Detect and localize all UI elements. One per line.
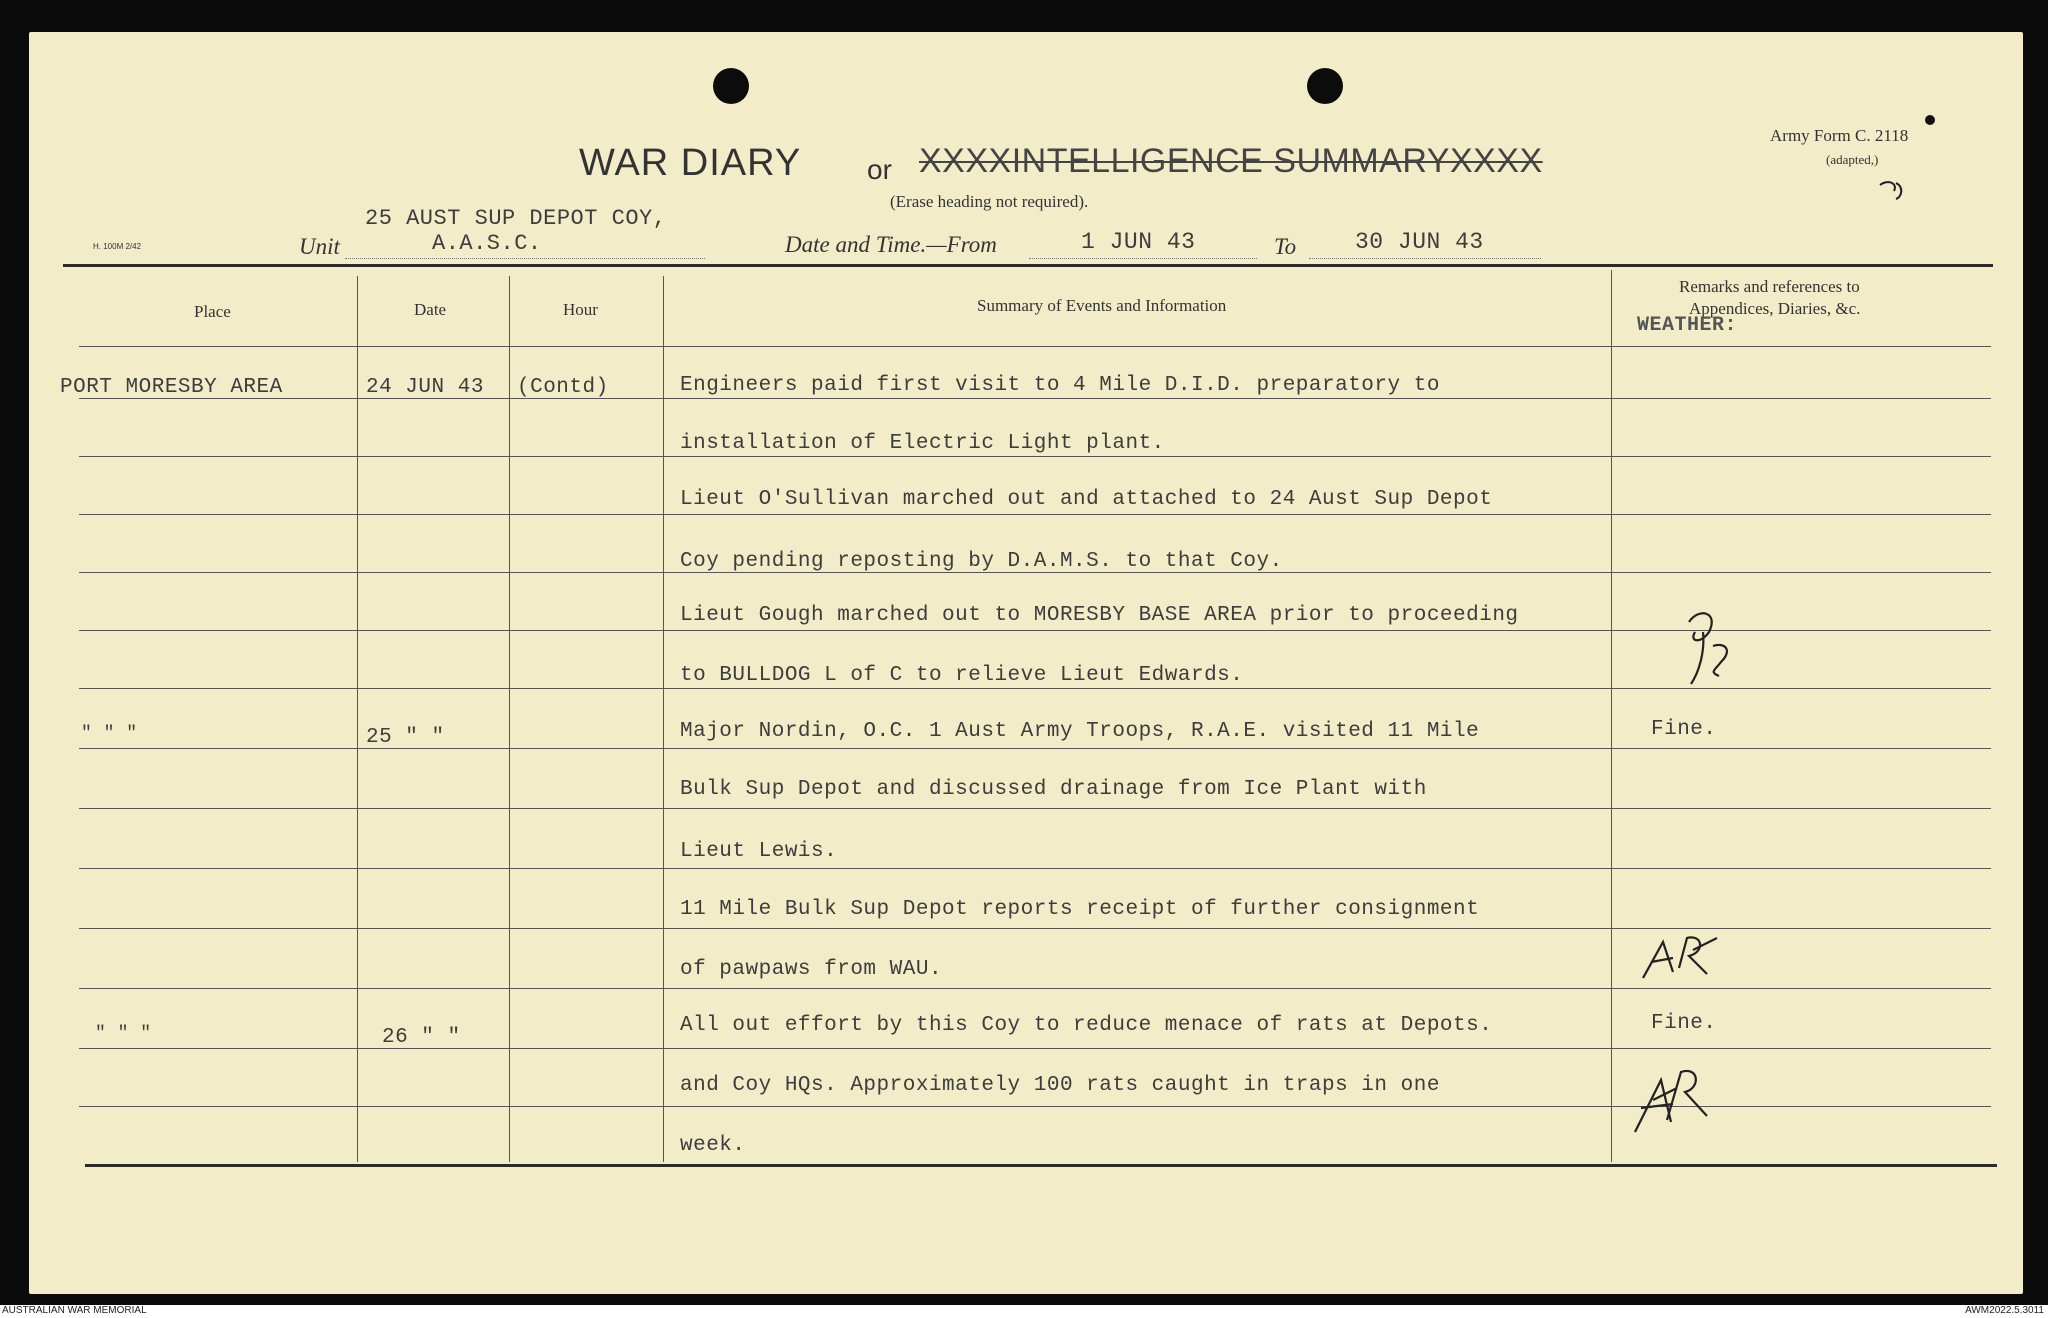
summary-line: Bulk Sup Depot and discussed drainage from Ice Plant with xyxy=(680,778,1427,801)
col-rule-date-hour xyxy=(509,276,510,1162)
rule-line xyxy=(79,1048,1991,1049)
date-to: 30 JUN 43 xyxy=(1355,229,1484,255)
unit-name-line2: A.A.S.C. xyxy=(432,231,542,256)
army-form-number: Army Form C. 2118 xyxy=(1770,126,1909,145)
col-header-remarks-line1: Remarks and references to xyxy=(1679,277,1860,296)
col-header-summary: Summary of Events and Information xyxy=(977,296,1227,315)
handwritten-initials xyxy=(1669,602,1749,692)
summary-line: Lieut Lewis. xyxy=(680,840,838,863)
hour-entry-1: (Contd) xyxy=(517,376,609,399)
col-rule-summary-remarks xyxy=(1611,270,1612,1162)
erase-heading-note: (Erase heading not required). xyxy=(890,192,1089,211)
place-ditto-3: " " " xyxy=(95,1024,152,1044)
date-entry-2: 25 " " xyxy=(366,726,445,749)
footer-credit: AUSTRALIAN WAR MEMORIAL xyxy=(2,1305,147,1316)
rule-line xyxy=(79,988,1991,989)
place-ditto-2: " " " xyxy=(81,724,138,744)
col-header-remarks-line2: Appendices, Diaries, &c. xyxy=(1689,299,1861,318)
table-bottom-rule xyxy=(85,1164,1997,1167)
weather-remark-3: Fine. xyxy=(1651,1012,1717,1035)
print-code: H. 100M 2/42 xyxy=(93,242,142,251)
col-rule-place-date xyxy=(357,276,358,1162)
punch-hole-right xyxy=(1307,68,1343,104)
col-rule-hour-summary xyxy=(663,276,664,1162)
summary-line: Major Nordin, O.C. 1 Aust Army Troops, R.A.E. visited 11 Mile xyxy=(680,720,1480,743)
army-form-adapted: (adapted,) xyxy=(1826,152,1879,167)
summary-line: Lieut O'Sullivan marched out and attached to 24 Aust Sup Depot xyxy=(680,488,1493,511)
stamp-mark xyxy=(1874,177,1914,207)
rule-line xyxy=(79,808,1991,809)
unit-name-line1: 25 AUST SUP DEPOT COY, xyxy=(365,206,667,231)
handwritten-initials xyxy=(1627,1060,1717,1140)
punch-hole-left xyxy=(713,68,749,104)
handwritten-initials xyxy=(1633,928,1723,988)
title-war-diary: WAR DIARY xyxy=(579,142,802,184)
footer-reference: AWM2022.5.3011 xyxy=(1965,1305,2044,1316)
rule-line xyxy=(79,868,1991,869)
col-header-place: Place xyxy=(194,302,231,321)
date-entry-3: 26 " " xyxy=(382,1026,461,1049)
date-from-dotted-line xyxy=(1029,258,1257,259)
date-from: 1 JUN 43 xyxy=(1081,229,1196,255)
summary-line: All out effort by this Coy to reduce menace of rats at Depots. xyxy=(680,1014,1493,1037)
col-header-hour: Hour xyxy=(563,300,598,319)
summary-line: Engineers paid first visit to 4 Mile D.I.D. preparatory to xyxy=(680,374,1440,397)
title-intelligence-summary-struck: XXXXINTELLIGENCE SUMMARYXXXX xyxy=(919,142,1543,180)
summary-line: and Coy HQs. Approximately 100 rats caught in traps in one xyxy=(680,1074,1440,1097)
date-time-label: Date and Time.—From xyxy=(785,232,997,257)
unit-dotted-line xyxy=(345,258,705,259)
weather-remark-2: Fine. xyxy=(1651,718,1717,741)
header-bottom-rule xyxy=(79,346,1991,347)
to-label: To xyxy=(1274,234,1297,259)
summary-line: to BULLDOG L of C to relieve Lieut Edwards. xyxy=(680,664,1244,687)
summary-line: Lieut Gough marched out to MORESBY BASE AREA prior to proceeding xyxy=(680,604,1519,627)
weather-heading: WEATHER: xyxy=(1637,314,1738,337)
title-or: or xyxy=(867,154,892,185)
rule-line xyxy=(79,456,1991,457)
ink-dot xyxy=(1920,110,1940,130)
date-to-dotted-line xyxy=(1309,258,1541,259)
summary-line: installation of Electric Light plant. xyxy=(680,432,1165,455)
summary-line: 11 Mile Bulk Sup Depot reports receipt of further consignment xyxy=(680,898,1480,921)
unit-label: Unit xyxy=(299,234,340,259)
date-entry-1: 24 JUN 43 xyxy=(366,376,484,399)
war-diary-form xyxy=(29,32,2023,1294)
place-entry-1: PORT MORESBY AREA xyxy=(60,376,283,399)
summary-line: of pawpaws from WAU. xyxy=(680,958,943,981)
table-top-rule xyxy=(63,264,1993,267)
summary-line: Coy pending reposting by D.A.M.S. to that Coy. xyxy=(680,550,1283,573)
summary-line: week. xyxy=(680,1134,746,1157)
col-header-date: Date xyxy=(414,300,447,319)
rule-line xyxy=(79,514,1991,515)
